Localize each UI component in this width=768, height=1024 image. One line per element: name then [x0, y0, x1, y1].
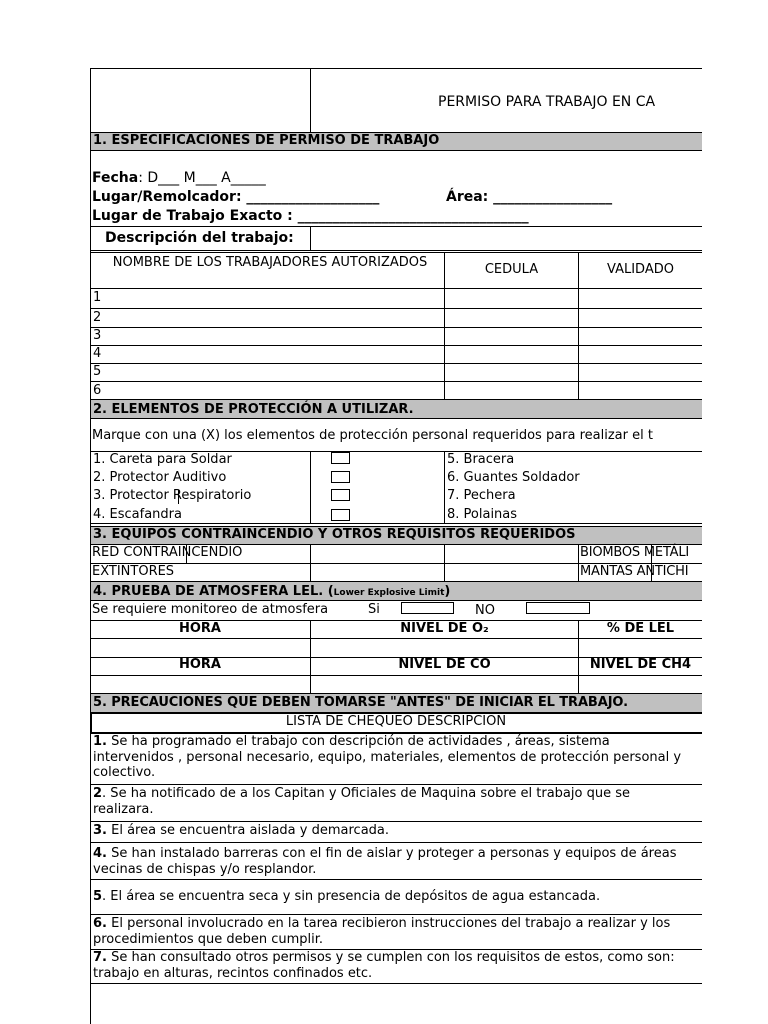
form-left-border — [90, 68, 91, 1024]
ppe-item-6: 6. Guantes Soldador — [447, 470, 580, 485]
si-label: Si — [368, 602, 380, 617]
red-contraincendio: RED CONTRAINCENDIO — [92, 545, 243, 560]
descripcion-label: Descripción del trabajo: — [105, 230, 294, 246]
checklist-item-4: 4. Se han instalado barreras con el fin de aislar y proteger a personas y equipos de áreas vecinas de chispas y/o resplandor. — [93, 846, 677, 877]
lista-chequeo-header: LISTA DE CHEQUEO DESCRIPCIÓN — [285, 714, 507, 729]
o2-header: NIVEL DE O₂ — [400, 621, 489, 636]
ppe-checkbox-2[interactable] — [331, 471, 350, 483]
checklist-item-1: 1. Se ha programado el trabajo con descripción de actividades , áreas, sistema intervenidos , personal necesario, equipo, materiales, elementos de protección personal y colectivo. — [93, 734, 682, 780]
area-field: Área: _________________ — [446, 189, 613, 205]
col-nombre-header: NOMBRE DE LOS TRABAJADORES AUTORIZADOS — [112, 255, 428, 270]
ppe-item-7: 7. Pechera — [447, 488, 516, 503]
logo-cell-divider — [310, 68, 311, 132]
ch4-header: NIVEL DE CH4 — [589, 657, 692, 672]
section-1-title: 1. ESPECIFICACIONES DE PERMISO DE TRABAJO — [93, 133, 440, 148]
form-title: PERMISO PARA TRABAJO EN CA — [438, 94, 656, 110]
co-header: NIVEL DE CO — [398, 657, 491, 672]
ppe-item-8: 8. Polainas — [447, 507, 518, 522]
worker-row-3: 3 — [93, 328, 102, 343]
mantas-antichispas: MANTAS ANTICHI — [580, 564, 689, 579]
section-4-title: 4. PRUEBA DE ATMOSFERA LEL. (Lower Explosive Limit) — [93, 584, 451, 599]
checklist-item-3: 3. El área se encuentra aislada y demarcada. — [93, 823, 390, 838]
worker-row-5: 5 — [93, 364, 102, 379]
col-validado-header: VALIDADO — [607, 262, 674, 277]
no-label: NO — [475, 603, 495, 618]
section-2-title: 2. ELEMENTOS DE PROTECCIÓN A UTILIZAR. — [93, 402, 414, 417]
biombos-metalicos: BIOMBOS METÁLI — [580, 545, 690, 560]
ppe-item-1: 1. Careta para Soldar — [93, 452, 232, 467]
ppe-checkbox-3[interactable] — [331, 489, 350, 501]
ppe-item-4: 4. Escafandra — [93, 507, 182, 522]
lel-header: % DE LEL — [606, 621, 675, 636]
worker-row-1: 1 — [93, 290, 102, 305]
lugar-remolcador-field: Lugar/Remolcador: ___________________ — [92, 189, 380, 205]
monitoreo-question: Se requiere monitoreo de atmosfera — [92, 602, 329, 617]
ppe-checkbox-4[interactable] — [331, 509, 350, 521]
worker-row-2: 2 — [93, 310, 102, 325]
section-3-title: 3. EQUIPOS CONTRAINCENDIO Y OTROS REQUISITOS REQUERIDOS — [93, 527, 576, 542]
hora-header-2: HORA — [178, 657, 221, 672]
worker-row-6: 6 — [93, 383, 102, 398]
extintores: EXTINTORES — [92, 564, 175, 579]
hora-header-1: HORA — [178, 621, 221, 636]
section-5-title: 5. PRECAUCIONES QUE DEBEN TOMARSE "ANTES" DE INICIAR EL TRABAJO. — [93, 695, 628, 710]
checklist-item-7: 7. Se han consultado otros permisos y se cumplen con los requisitos de estos, como son: trabajo en alturas, recintos confinados etc. — [93, 950, 675, 981]
worker-row-4: 4 — [93, 346, 102, 361]
header-top-border — [90, 68, 702, 69]
no-box[interactable] — [526, 602, 590, 614]
ppe-item-2: 2. Protector Auditivo — [93, 470, 227, 485]
ppe-checkbox-1[interactable] — [331, 452, 350, 464]
ppe-item-5: 5. Bracera — [447, 452, 515, 467]
permit-form — [90, 68, 702, 1024]
checklist-item-2: 2. Se ha notificado de a los Capitan y Oficiales de Maquina sobre el trabajo que se realizara. — [93, 786, 630, 817]
checklist-item-5: 5. El área se encuentra seca y sin presencia de depósitos de agua estancada. — [93, 889, 601, 904]
checklist-item-6: 6. El personal involucrado en la tarea recibieron instrucciones del trabajo a realizar y los procedimientos que deben cumplir. — [93, 916, 671, 947]
fecha-field: Fecha: D___ M___ A_____ — [92, 170, 266, 186]
col-cedula-header: CEDULA — [484, 262, 539, 277]
ppe-item-3: 3. Protector Respiratorio — [93, 488, 252, 503]
protection-instruction: Marque con una (X) los elementos de protección personal requeridos para realizar el t — [92, 428, 653, 443]
lugar-exacto-field: Lugar de Trabajo Exacto : _________________________________ — [92, 208, 529, 224]
si-box[interactable] — [401, 602, 454, 614]
